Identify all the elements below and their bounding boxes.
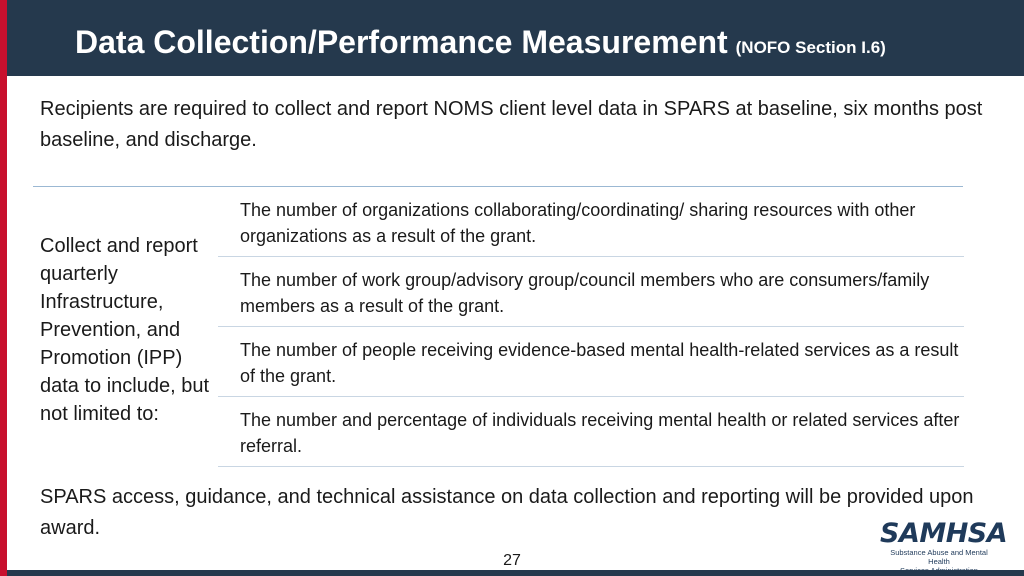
intro-paragraph: Recipients are required to collect and report NOMS client level data in SPARS at baseline, six months post baseline, and discharge. bbox=[40, 98, 983, 151]
logo-tagline-1: Substance Abuse and Mental Health bbox=[890, 548, 988, 566]
measures-table bbox=[218, 187, 964, 467]
slide-title bbox=[75, 22, 886, 68]
measure-row: The number and percentage of individuals receiving mental health or related services after referral. bbox=[218, 397, 964, 467]
title-text: Data Collection/Performance Measurement bbox=[75, 24, 728, 60]
slide-header bbox=[0, 0, 1024, 76]
measure-row: The number of work group/advisory group/council members who are consumers/family members as a result of the grant. bbox=[218, 257, 964, 327]
table-left-label: Collect and report quarterly Infrastructure, Prevention, and Promotion (IPP) data to include, but not limited to: bbox=[40, 235, 210, 425]
samhsa-logo bbox=[880, 518, 1008, 568]
measure-row: The number of people receiving evidence-based mental health-related services as a result of the grant. bbox=[218, 327, 964, 397]
footer-paragraph: SPARS access, guidance, and technical assistance on data collection and reporting will be provided upon award. bbox=[40, 486, 974, 539]
page-number: 27 bbox=[503, 552, 521, 569]
title-section-ref: (NOFO Section I.6) bbox=[735, 38, 886, 57]
bottom-bar bbox=[7, 570, 1024, 576]
measure-row: The number of organizations collaborating/coordinating/ sharing resources with other organizations as a result of the grant. bbox=[218, 187, 964, 257]
logo-mark: SAMHSA bbox=[880, 518, 1008, 549]
left-accent-bar bbox=[0, 0, 7, 576]
